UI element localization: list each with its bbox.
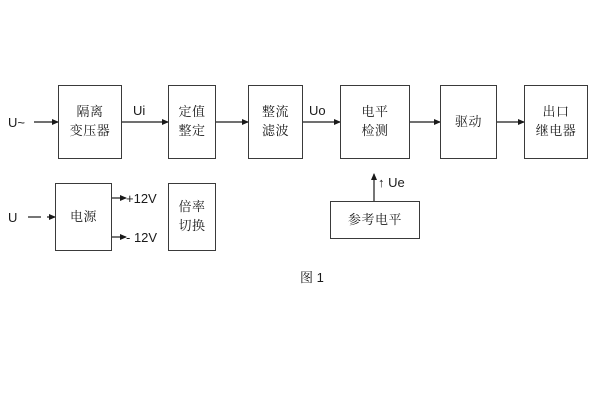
- label-input-dc: U: [8, 210, 18, 225]
- figure-caption: 图 1: [300, 270, 324, 285]
- label-uo: Uo: [309, 103, 326, 118]
- block-line: 检测: [361, 123, 389, 138]
- block-rectify-filter: [248, 85, 303, 159]
- block-reference-level: [330, 201, 420, 239]
- block-line: 电源: [69, 208, 97, 224]
- block-line: 倍率: [178, 199, 206, 215]
- block-line: 电平: [361, 104, 389, 120]
- label-minus-12v: - 12V: [126, 230, 158, 245]
- label-plus-12v: +12V: [126, 191, 157, 206]
- label-ui: Ui: [133, 103, 146, 118]
- block-fixed-value-setting: [168, 85, 216, 159]
- block-isolation-transformer: [58, 85, 122, 159]
- block-output-relay: [524, 85, 588, 159]
- block-line: 变压器: [69, 123, 111, 138]
- block-multiplier-switch: [168, 183, 216, 251]
- label-input-ac: U~: [8, 115, 25, 130]
- block-line: 驱动: [454, 113, 482, 129]
- block-line: 定值: [178, 104, 206, 120]
- block-line: 滤波: [261, 123, 289, 138]
- label-ue: ↑ Ue: [378, 175, 405, 190]
- block-line: 切换: [178, 218, 206, 233]
- block-drive: [440, 85, 497, 159]
- block-line: 整流: [261, 104, 289, 120]
- block-line: 隔离: [76, 104, 104, 120]
- block-line: 出口: [542, 104, 570, 120]
- block-line: 继电器: [535, 123, 577, 138]
- block-line: 整定: [178, 123, 206, 138]
- block-power-supply: [55, 183, 112, 251]
- block-line: 参考电平: [347, 211, 402, 227]
- block-level-detection: [340, 85, 410, 159]
